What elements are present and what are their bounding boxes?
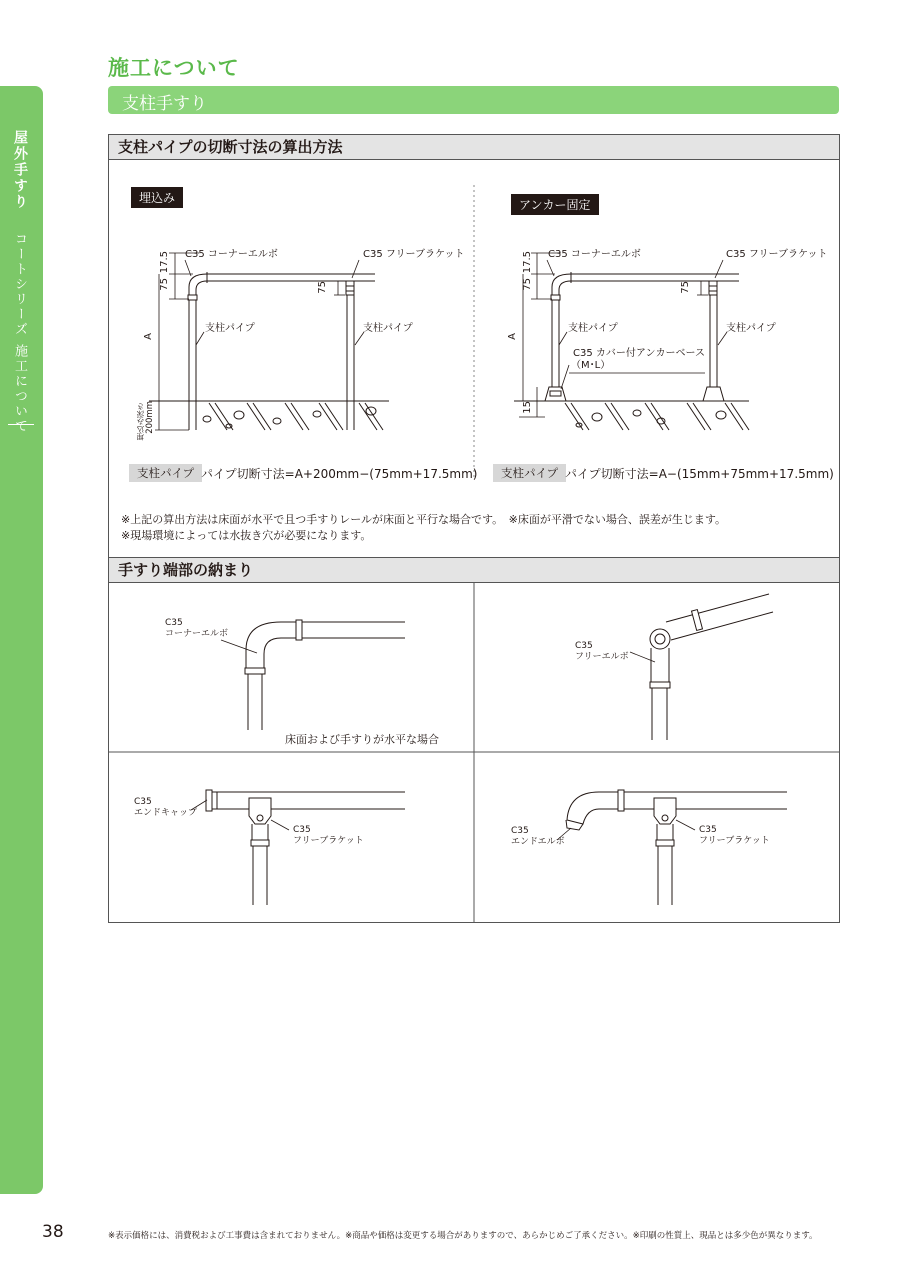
embedded-badge: 埋込み xyxy=(131,187,183,208)
left-formula-badge: 支柱パイプ xyxy=(129,464,202,482)
right-formula-badge: 支柱パイプ xyxy=(493,464,566,482)
end-finish-box xyxy=(108,557,840,923)
cell4-bracket-label-2: フリーブラケット xyxy=(699,836,770,846)
cell3-bracket-label-1: C35 xyxy=(293,825,311,835)
cutting-dimension-box xyxy=(108,134,840,559)
sidebar-tab xyxy=(0,86,43,1194)
left-pipe-label-1: 支柱パイプ xyxy=(205,323,255,334)
right-pipe-label-2: 支柱パイプ xyxy=(726,323,776,334)
right-dim-75a: 75 xyxy=(522,278,533,291)
end-finish-heading: 手すり端部の納まり xyxy=(109,558,839,583)
right-dim-175: 17.5 xyxy=(522,251,533,274)
page-number: 38 xyxy=(42,1222,64,1242)
left-dim-depth: 埋込み深さ xyxy=(136,403,145,441)
sidebar-category: 屋外手すり xyxy=(12,130,28,210)
anchor-diagram xyxy=(109,135,839,465)
cutting-dimension-heading: 支柱パイプの切断寸法の算出方法 xyxy=(109,135,839,160)
left-pipe-label-2: 支柱パイプ xyxy=(363,323,413,334)
end-elbow-diagram xyxy=(109,558,839,922)
cell1-label-2: コーナーエルボ xyxy=(165,629,229,639)
left-dim-a: A xyxy=(143,333,154,340)
cell4-bracket-label-1: C35 xyxy=(699,825,717,835)
left-dim-75a: 75 xyxy=(159,278,170,291)
left-free-bracket-label: C35 フリーブラケット xyxy=(363,249,465,260)
section-bar-label: 支柱手すり xyxy=(122,94,207,114)
left-dim-175: 17.5 xyxy=(159,251,170,274)
right-formula: パイプ切断寸法=A−(15mm+75mm+17.5mm) xyxy=(565,467,834,481)
cell2-label-1: C35 xyxy=(575,641,593,651)
page-title: 施工について xyxy=(108,56,240,80)
cell3-cap-label-2: エンドキャップ xyxy=(134,808,198,818)
anchor-base-label: C35 カバー付アンカーベース xyxy=(573,348,705,359)
right-free-bracket-label: C35 フリーブラケット xyxy=(726,249,828,260)
cell1-caption: 床面および手すりが水平な場合 xyxy=(285,733,439,746)
left-formula: パイプ切断寸法=A+200mm−(75mm+17.5mm) xyxy=(201,467,478,481)
sidebar-series: コートシリーズ xyxy=(12,232,27,337)
left-dim-200: 200mm xyxy=(145,401,155,434)
cell3-cap-label-1: C35 xyxy=(134,797,152,807)
left-dim-75b: 75 xyxy=(317,281,328,294)
right-dim-a: A xyxy=(507,333,518,340)
left-corner-elbow-label: C35 コーナーエルボ xyxy=(185,249,278,260)
note-1: ※上記の算出方法は床面が水平で且つ手すりレールが床面と平行な場合です。 ※床面が平滑でない場合、誤差が生じます。 xyxy=(121,513,726,526)
anchor-badge: アンカー固定 xyxy=(511,194,599,215)
right-pipe-label-1: 支柱パイプ xyxy=(568,323,618,334)
anchor-base-size: （M･L） xyxy=(571,360,611,371)
cell2-label-2: フリーエルボ xyxy=(575,652,629,662)
cell4-elbow-label-2: エンドエルボ xyxy=(511,837,565,847)
right-dim-15: 15 xyxy=(522,401,533,414)
cell3-bracket-label-2: フリーブラケット xyxy=(293,836,364,846)
right-corner-elbow-label: C35 コーナーエルボ xyxy=(548,249,641,260)
section-bar xyxy=(108,86,839,114)
sidebar-section: 施工について xyxy=(12,344,27,434)
right-dim-75b: 75 xyxy=(680,281,691,294)
note-2: ※現場環境によっては水抜き穴が必要になります。 xyxy=(121,529,372,542)
cell4-elbow-label-1: C35 xyxy=(511,826,529,836)
footer-note: ※表示価格には、消費税および工事費は含まれておりません。※商品や価格は変更する場合がありますので、あらかじめご了承ください。※印刷の性質上、現品とは多少色が異なります。 xyxy=(108,1231,818,1241)
cell1-label-1: C35 xyxy=(165,618,183,628)
